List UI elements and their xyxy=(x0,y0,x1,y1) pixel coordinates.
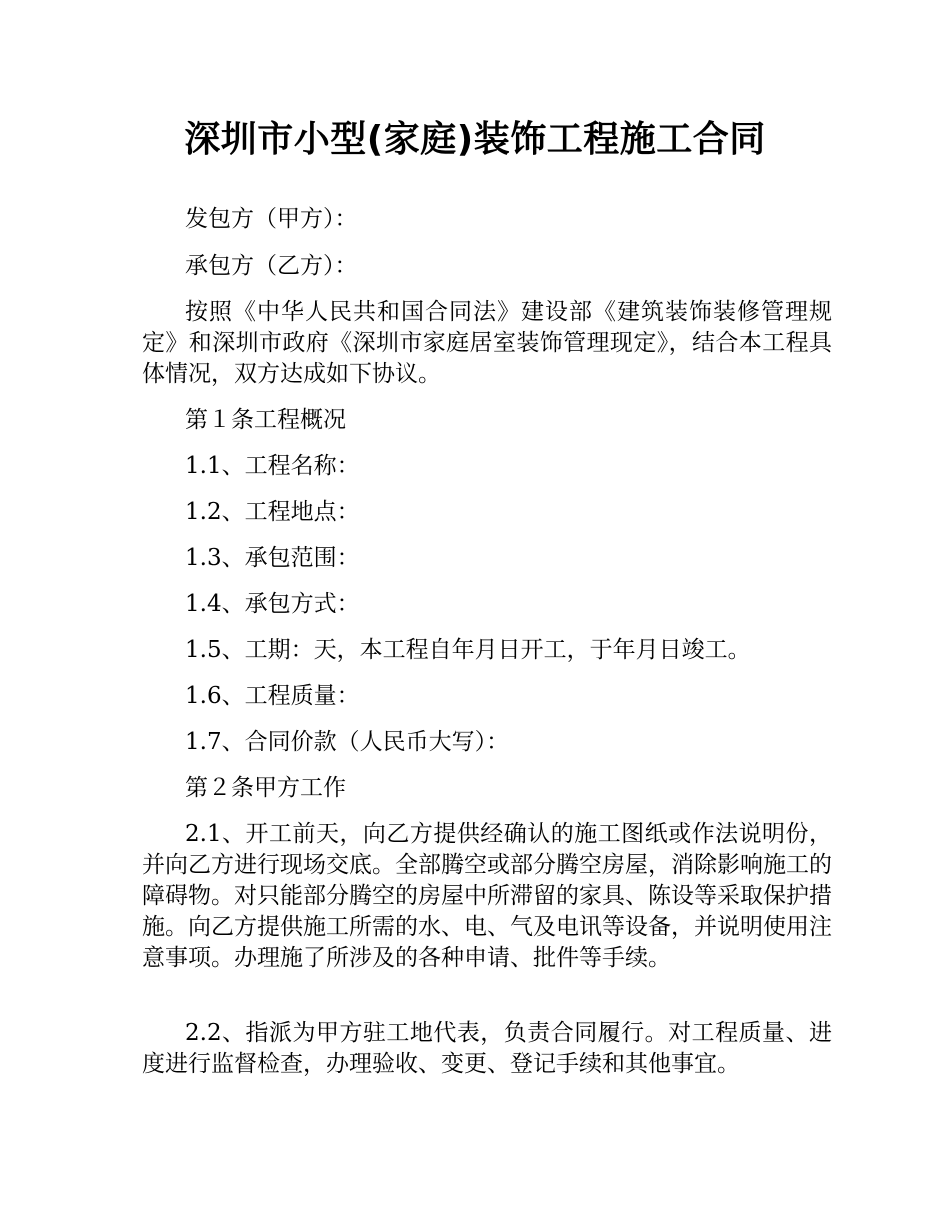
clause-1-7: 1.7、合同价款（人民币大写）： xyxy=(185,729,510,755)
clause-1-5: 1.5、工期：天，本工程自年月日开工，于年月日竣工。 xyxy=(185,637,751,663)
preamble-paragraph: 按照《中华人民共和国合同法》建设部《建筑装饰装修管理规定》和深圳市政府《深圳市家庭居室装饰管理现定》，结合本工程具体情况，双方达成如下协议。 xyxy=(142,299,832,387)
clause-2-2: 2.2、指派为甲方驻工地代表，负责合同履行。对工程质量、进度进行监督检查，办理验收、变更、登记手续和其他事宜。 xyxy=(142,1020,832,1077)
document-title: 深圳市小型(家庭)装饰工程施工合同 xyxy=(184,119,766,160)
article-1-heading: 第１条工程概况 xyxy=(185,407,346,433)
clause-1-1: 1.1、工程名称： xyxy=(185,453,360,479)
party-b-line: 承包方（乙方）： xyxy=(185,253,358,279)
party-a-line: 发包方（甲方）： xyxy=(185,206,358,232)
clause-1-4: 1.4、承包方式： xyxy=(185,591,360,617)
clause-1-2: 1.2、工程地点： xyxy=(185,499,360,525)
clause-2-1: 2.1、开工前天，向乙方提供经确认的施工图纸或作法说明份，并向乙方进行现场交底。全部腾空或部分腾空房屋，消除影响施工的障碍物。对只能部分腾空的房屋中所滞留的家具、陈设等采取保护措施。向乙方提供施工所需的水、电、气及电讯等设备，并说明使用注意事项。办理施了所涉及的各种申请、批件等手续。 xyxy=(142,821,832,971)
article-2-heading: 第２条甲方工作 xyxy=(185,775,346,801)
clause-1-6: 1.6、工程质量： xyxy=(185,683,360,709)
clause-1-3: 1.3、承包范围： xyxy=(185,545,360,571)
